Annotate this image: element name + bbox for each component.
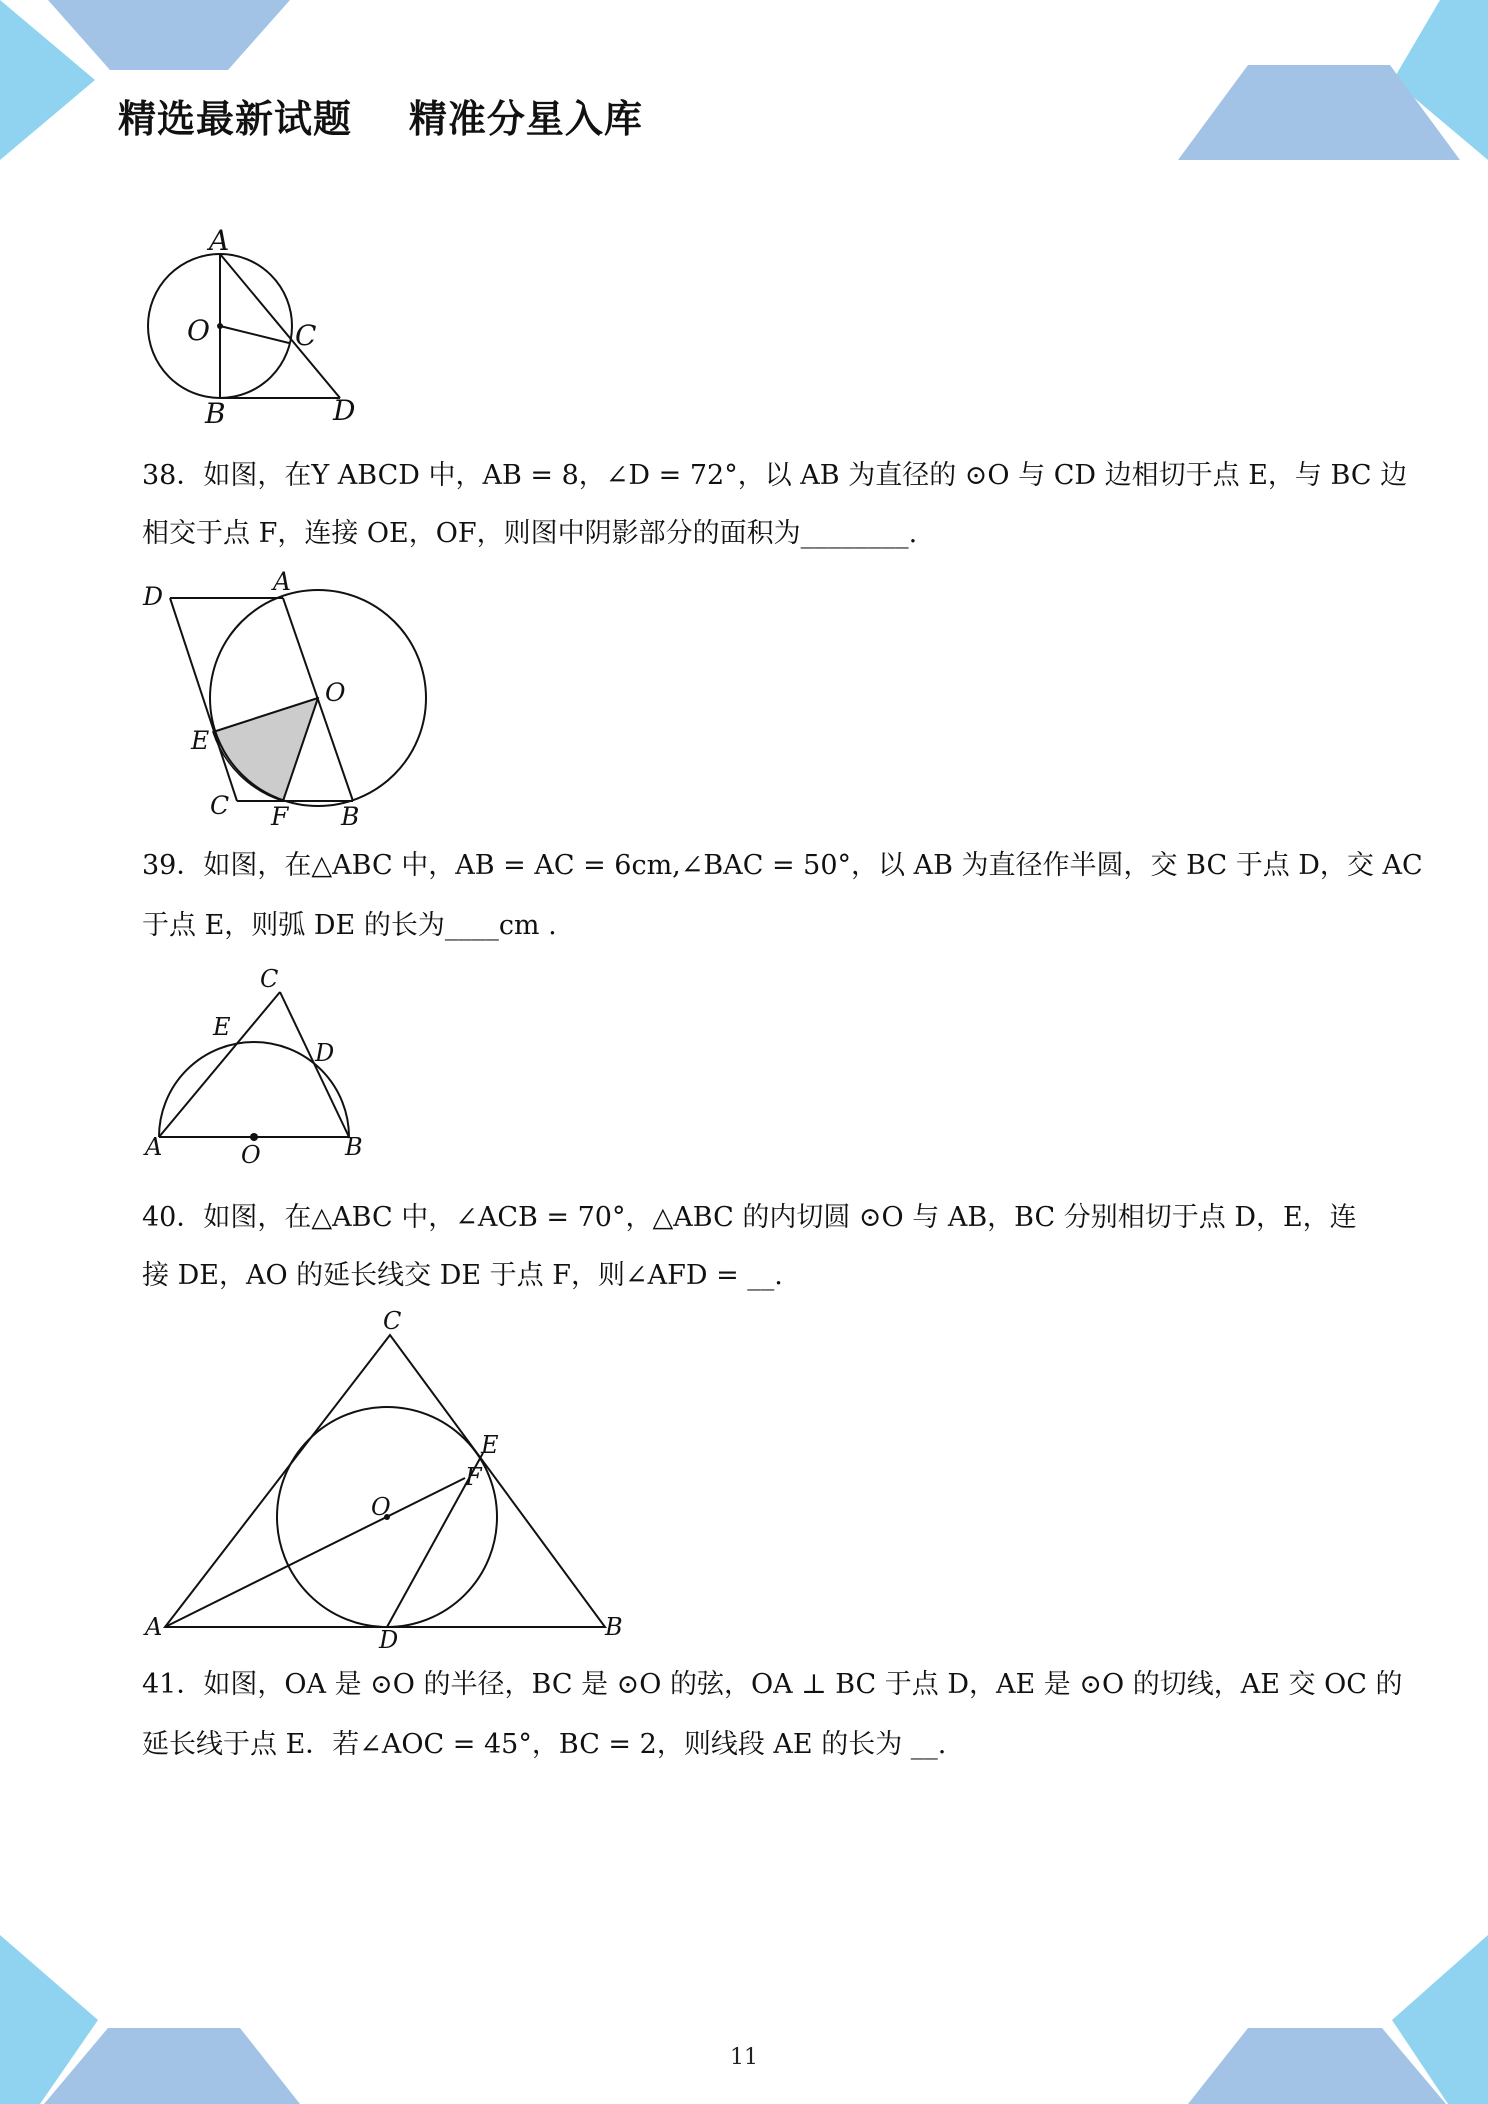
question-38-line-1: 38．如图，在Y ABCD 中，AB = 8，∠D = 72°，以 AB 为直径的 ⊙O 与 CD 边相切于点 E，与 BC 边 [142,460,1408,491]
fig38-label-e: E [191,726,210,755]
question-41-line-1: 41．如图，OA 是 ⊙O 的半径，BC 是 ⊙O 的弦，OA ⊥ BC 于点 D，AE 是 ⊙O 的切线，AE 交 OC 的 [142,1669,1403,1700]
fig37-line-ad [220,254,340,398]
fig37-label-d: D [333,394,356,427]
fig38-label-d: D [143,582,164,611]
fig37-center-dot [217,323,223,329]
question-39-line-1: 39．如图，在△ABC 中，AB = AC = 6cm,∠BAC = 50°，以 AB 为直径作半圆，交 BC 于点 D，交 AC [142,850,1423,881]
question-41-line-2: 延长线于点 E．若∠AOC = 45°，BC = 2，则线段 AE 的长为 __. [142,1729,947,1760]
fig39-label-c: C [260,965,279,993]
fig39-label-d: D [315,1039,335,1067]
fig37-label-a: A [209,224,230,257]
fig39-label-o: O [241,1141,261,1169]
fig40-triangle-abc [165,1335,605,1627]
page-number: 11 [730,2045,758,2070]
header-title: 精选最新试题 精准分星入库 [118,97,643,141]
question-39-line-2: 于点 E，则弧 DE 的长为____cm . [142,910,557,941]
fig39-center-dot [250,1133,258,1141]
fig37-label-c: C [295,319,317,352]
fig39-label-b: B [345,1133,363,1161]
fig39-label-e: E [213,1013,231,1041]
fig40-label-e: E [481,1431,499,1459]
fig40-line-ao [165,1478,465,1627]
fig37-line-oc [220,326,289,343]
deco-top-left-trapezoid [48,0,290,70]
question-40-line-2: 接 DE，AO 的延长线交 DE 于点 F，则∠AFD = __. [142,1260,783,1291]
fig37-label-b: B [205,397,226,430]
figure-q37 [135,220,375,430]
fig40-label-c: C [383,1307,402,1335]
fig38-label-f: F [271,802,289,831]
fig40-label-f: F [465,1463,482,1491]
question-38-line-2: 相交于点 F，连接 OE，OF，则图中阴影部分的面积为________. [142,518,918,549]
figure-q39 [135,965,395,1175]
fig40-label-o: O [371,1493,391,1521]
fig40-label-d: D [379,1626,399,1654]
fig38-label-b: B [341,802,360,831]
fig38-label-o: O [325,678,346,707]
figure-q40 [135,1305,635,1655]
question-40-line-1: 40．如图，在△ABC 中，∠ACB = 70°，△ABC 的内切圆 ⊙O 与 AB，BC 分别相切于点 D，E，连 [142,1202,1357,1233]
fig37-label-o: O [187,314,210,347]
figure-q38 [135,565,435,835]
fig39-label-a: A [145,1133,163,1161]
fig40-label-b: B [605,1613,623,1641]
fig40-label-a: A [145,1613,163,1641]
fig38-shaded-sector [213,698,318,801]
fig38-label-a: A [273,567,292,596]
fig38-label-c: C [210,791,230,820]
fig38-side-dc [170,598,237,801]
